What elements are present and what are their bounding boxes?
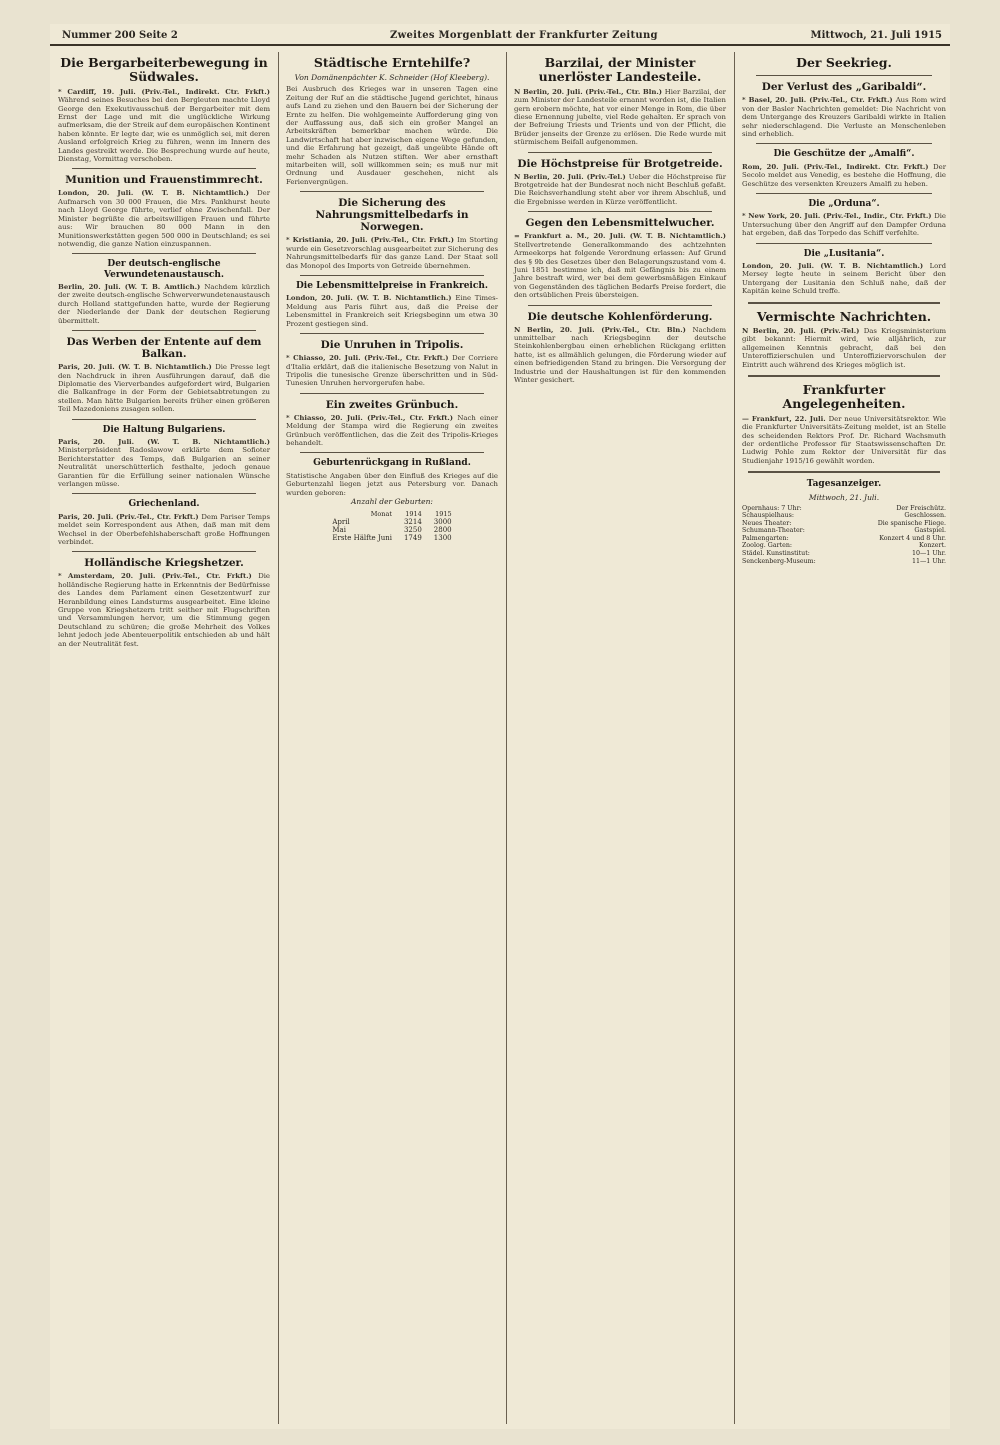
- article-body: [286, 236, 498, 270]
- article-body: [514, 88, 726, 147]
- dateline: * Amsterdam, 20. Juli. (Priv.-Tel., Ctr. Frkft.): [58, 572, 259, 581]
- article-text: Die holländische Regierung hatte in Erkenntnis der Bedürfnisse des Landes dem Parlament einen Gesetzentwurf zur Heranbildung eines Landsturms ausgearbeitet. Eine kleine Gruppe von Kriegshetzern tritt seither mit Flugschriften und Versammlungen hervor, um die Stimmung gegen Deutschland zu schüren; die große Mehrheit des Volkes lehnt jedoch jede Abenteuerpolitik entschieden ab und hält an der Neutralität fest.: [58, 572, 270, 648]
- article-divider: [300, 452, 484, 453]
- column-4: [738, 52, 950, 1424]
- table-row: [326, 526, 457, 534]
- article-headline: Die Sicherung des Nahrungsmittelbedarfs in Norwegen.: [315, 197, 469, 234]
- dateline: * Kristiania, 20. Juli. (Priv.-Tel., Ctr. Frkft.): [286, 236, 458, 245]
- dateline: Berlin, 20. Juli. (W. T. B. Amtlich.): [58, 283, 205, 291]
- tagesanzeiger: [742, 479, 946, 565]
- birth-table: [326, 510, 457, 542]
- article-text: Statistische Angaben über den Einfluß des Krieges auf die Geburtenzahl liegen jetzt aus Petersburg vor. Danach wurden geboren:: [286, 471, 498, 497]
- column-3: [510, 52, 730, 1424]
- article-body: [58, 88, 270, 164]
- article-divider: [300, 333, 484, 334]
- listing-venue: Schauspielhaus:: [742, 512, 794, 520]
- article-headline: Die Lebensmittelpreise in Frankreich.: [296, 281, 488, 292]
- article-headline: Die Geschütze der „Amalfi“.: [773, 149, 915, 160]
- article-divider: [72, 330, 256, 331]
- table-header-cell: Monat: [370, 509, 392, 518]
- article-text: Während seines Besuches bei den Bergleuten machte Lloyd George den Exekutivausschuß der Bergarbeiter mit dem Ernst der Lage und mit die unglückliche Wirkung aufmerksam, die der Streik auf dem europäischen Kontinent haben könnte. Er legte dar, wie es unmöglich sei, mit deren Ausland erfolgreich Krieg zu führen, wenn im Innern des Landes gestreikt werde. Die Besprechung wurde auf heute, Dienstag, Vormittag verschoben.: [58, 96, 270, 163]
- table-cell: April: [332, 517, 350, 526]
- article-divider: [748, 302, 940, 304]
- article-headline: Das Werben der Entente auf dem Balkan.: [66, 336, 262, 361]
- newspaper-page: [50, 24, 950, 1429]
- column-1: [54, 52, 274, 1424]
- article-body: [58, 283, 270, 325]
- article-headline: Ein zweites Grünbuch.: [325, 398, 459, 411]
- article-headline: Der Seekrieg.: [796, 55, 892, 70]
- listing-row: [742, 512, 946, 520]
- article-body: [514, 326, 726, 385]
- article-headline: Griechenland.: [128, 499, 200, 510]
- article-divider: [72, 419, 256, 420]
- column-rule: [506, 52, 507, 1424]
- article-divider: [72, 253, 256, 254]
- article-text: Im Storting wurde ein Gesetzvorschlag ausgearbeitet zur Sicherung des Nahrungsmittelbedarfs für das ganze Land. Der Staat soll das Monopol des Imports von Getreide übernehmen.: [286, 236, 498, 270]
- article-text: Nachdem unmittelbar nach Kriegsbeginn der deutsche Steinkohlenbergbau einen erheblichen Rückgang erlitten hatte, ist es allmählich gelungen, die Förderung wieder auf einen befriedigenden Stand zu bringen. Die Versorgung der Industrie und der Haushaltungen ist für den kommenden Winter gesichert.: [514, 325, 726, 385]
- newspaper-title: Zweites Morgenblatt der Frankfurter Zeitung: [390, 30, 658, 41]
- listing-row: [742, 527, 946, 535]
- dateline: N Berlin, 20. Juli. (Priv.-Tel.): [742, 326, 864, 335]
- article-text: Der neue Universitätsrektor. Wie die Frankfurter Universitäts-Zeitung meldet, ist an Stelle des scheidenden Rektors Prof. Dr. Richard Wachsmuth der ordentliche Professor für Staatswissenschaften Dr. Ludwig Pohle zum Rektor der Universität für das Studienjahr 1915/16 gewählt worden.: [742, 414, 946, 465]
- article-headline: Gegen den Lebensmittelwucher.: [525, 217, 715, 230]
- article-body: [58, 363, 270, 413]
- article-text: Nachdem kürzlich der zweite deutsch-englische Schwerverwundetenaustausch durch Holland stattgefunden hatte, wurde der Regierung der Niederlande der Dank der deutschen Regierung übermittelt.: [58, 283, 270, 325]
- listing-venue: Städel. Kunstinstitut:: [742, 550, 810, 558]
- table-header-cell: 1915: [435, 509, 452, 518]
- dateline: N Berlin, 20. Juli. (Priv.-Tel., Ctr. Bln.): [514, 325, 693, 334]
- article-text: Ueber die Höchstpreise für Brotgetreide hat der Bundesrat noch nicht Beschluß gefaßt. Die Reichsverhandlung steht aber vor ihrem Abschluß, und die Ergebnisse werden in Kürze veröffentlicht.: [514, 172, 727, 206]
- article-text: Aus Rom wird von der Basler Nachrichten gemeldet: Die Nachricht von dem Untergange des Kreuzers Garibaldi wirkte in Italien sehr niederschlagend. Die Verluste an Menschenleben sind erheblich.: [742, 96, 946, 139]
- article-divider: [748, 375, 940, 377]
- listing-row: [742, 550, 946, 558]
- article-body: [286, 472, 498, 497]
- dateline: Paris, 20. Juli. (W. T. B. Nichtamtlich.): [58, 363, 216, 372]
- article-body: [286, 354, 498, 388]
- article-headline: Die deutsche Kohlenförderung.: [527, 310, 713, 323]
- article-divider: [756, 193, 932, 194]
- listing-event: Der Freischütz.: [896, 504, 946, 512]
- article-body: [286, 294, 498, 328]
- article-headline: Die „Lusitania“.: [803, 248, 885, 259]
- article-headline: Die „Orduna“.: [808, 199, 880, 210]
- dateline: London, 20. Juli. (W. T. B. Nichtamtlich.): [742, 261, 930, 270]
- article-headline: Der Verlust des „Garibaldi“.: [761, 81, 927, 94]
- article-headline: Die Bergarbeiterbewegung in Südwales.: [60, 55, 268, 85]
- listing-event: 11—1 Uhr.: [912, 557, 946, 565]
- article-text: Eine Times-Meldung aus Paris führt aus, daß die Preise der Lebensmittel in Frankreich seit Kriegsbeginn um etwa 30 Prozent gestiegen sind.: [286, 294, 498, 328]
- article-body: [742, 327, 946, 369]
- issue-date: Mittwoch, 21. Juli 1915: [810, 30, 942, 41]
- article-headline: Die Unruhen in Tripolis.: [320, 339, 464, 352]
- listing-event: 10—1 Uhr.: [912, 550, 946, 558]
- article-divider: [756, 75, 932, 76]
- table-row: [326, 534, 457, 542]
- listing-venue: Senckenberg-Museum:: [742, 557, 816, 565]
- article-body: [58, 572, 270, 648]
- table-cell: 3000: [433, 517, 452, 526]
- dateline: N Berlin, 20. Juli. (Priv.-Tel.): [514, 172, 629, 181]
- article-body: [742, 262, 946, 296]
- listing-row: [742, 558, 946, 566]
- table-cell: 1300: [433, 533, 452, 542]
- article-text: Die Presse legt den Nachdruck in ihren Ausführungen darauf, daß die Diplomatie des Vierverbandes aufgefordert wird, Bulgarien die Balkanfrage in der Form der Gebietsabtretungen zu stellen. Man hätte Bulgarien bereits früher einen größeren Teil Mazedoniens zusagen sollen.: [58, 363, 270, 414]
- article-body: [58, 513, 270, 547]
- dateline: London, 20. Juli. (W. T. B. Nichtamtlich.): [286, 294, 456, 303]
- article-headline: Vermischte Nachrichten.: [756, 308, 932, 324]
- dateline: Paris, 20. Juli. (W. T. B. Nichtamtlich.): [58, 437, 270, 446]
- article-divider: [72, 168, 256, 169]
- tagesanzeiger-title: Tagesanzeiger.: [806, 479, 882, 490]
- dateline: London, 20. Juli. (W. T. B. Nichtamtlich.): [58, 189, 258, 198]
- article-divider: [528, 211, 712, 212]
- listing-event: Gastspiel.: [914, 527, 946, 535]
- table-caption: Anzahl der Geburten:: [351, 496, 433, 506]
- dateline: * New York, 20. Juli. (Priv.-Tel., Indir., Ctr. Frkft.): [742, 212, 935, 221]
- listing-venue: Zoolog. Garten:: [742, 542, 793, 550]
- table-cell: 1749: [403, 533, 422, 542]
- table-row: [326, 518, 457, 526]
- dateline: Rom, 20. Juli. (Priv.-Tel., Indirekt. Ctr. Frkft.): [742, 162, 934, 171]
- listing-venue: Opernhaus: 7 Uhr:: [742, 504, 802, 512]
- article-text: Bei Ausbruch des Krieges war in unseren Tagen eine Zeitung der Ruf an die städtische Jugend gerichtet, hinaus aufs Land zu ziehen und den Bauern bei der Sicherung der Ernte zu helfen. Die wohlgemeinte Aufforderung ging von der Auffassung aus, daß sich ein großer Mangel an Arbeitskräften bemerkbar machen würde. Die Landwirtschaft hat aber inzwischen eigene Wege gefunden, und die Erfahrung hat gezeigt, daß ungeübte Hände oft mehr Schaden als Nutzen stiften. Wer aber ernsthaft mitarbeiten will, soll willkommen sein; es muß nur mit Ordnung und Ausdauer geschehen, nicht als Ferienvergnügen.: [286, 85, 498, 186]
- article-text: Stellvertretende Generalkommando des achtzehnten Armeekorps hat folgende Verordnung erlassen: Auf Grund des § 9b des Gesetzes über den Belagerungszustand vom 4. Juni 1851 bestimme ich, daß mit Gefängnis bis zu einem Jahre bestraft wird, wer bei dem gewerbsmäßigen Einkauf von Gegenständen des täglichen Bedarfs Preise fordert, die den ortsüblichen Preis übersteigen.: [514, 240, 726, 300]
- article-text: Das Kriegsministerium gibt bekannt: Hiermit wird, wie alljährlich, zur allgemeinen Kenntnis gebracht, daß bei den Unteroffizierschulen und Unteroffiziervorschulen der Eintritt auch während des Krieges möglich ist.: [742, 326, 947, 369]
- article-divider: [756, 243, 932, 244]
- dateline: * Chiasso, 20. Juli. (Priv.-Tel., Ctr. Frkft.): [286, 413, 458, 422]
- article-headline: Frankfurter Angelegenheiten.: [782, 381, 906, 412]
- listing-row: [742, 535, 946, 543]
- column-2: [282, 52, 502, 1424]
- dateline: Paris, 20. Juli. (Priv.-Tel., Ctr. Frkft.): [58, 512, 202, 521]
- listing-event: Die spanische Fliege.: [877, 519, 946, 527]
- article-text: Dem Pariser Temps meldet sein Korrespondent aus Athen, daß man mit dem Wechsel in der Oberbefehlshaberschaft große Hoffnungen verbindet.: [58, 512, 270, 546]
- listing-event: Geschlossen.: [904, 512, 946, 520]
- listing-row: [742, 542, 946, 550]
- dateline: — Frankfurt, 22. Juli.: [742, 414, 829, 423]
- table-cell: Erste Hälfte Juni: [332, 533, 392, 542]
- table-cell: Mai: [332, 525, 346, 534]
- article-body: [742, 96, 946, 138]
- dateline: * Chiasso, 20. Juli. (Priv.-Tel., Ctr. Frkft.): [286, 354, 453, 363]
- article-headline: Die Haltung Bulgariens.: [102, 424, 226, 435]
- article-divider: [300, 275, 484, 276]
- article-body: [58, 438, 270, 488]
- article-text: Ministerpräsident Radoslawow erklärte dem Sofioter Berichterstatter des Temps, daß Bulgarien an seiner Neutralität unerschütterlich festhalte, jedoch genaue Garantien für die Erfüllung seiner nationalen Wünsche verlangen müsse.: [58, 446, 270, 488]
- article-headline: Munition und Frauenstimmrecht.: [65, 174, 263, 187]
- listing-venue: Palmengarten:: [742, 534, 789, 542]
- masthead: [50, 24, 950, 46]
- table-cell: 3250: [403, 525, 422, 534]
- article-byline: Von Domänenpächter K. Schneider (Hof Kleeberg).: [294, 73, 490, 83]
- column-rule: [734, 52, 735, 1424]
- article-text: Hier Barzilai, der zum Minister der Landesteile ernannt worden ist, die Italien gern erobern möchte, hat vor einer Menge in Rom, die über diese Ernennung jubelte, viel Rede gehalten. Er sprach von der Befreiung Triests und Trients und von der Pflicht, die Brüder jenseits der Grenze zu erlösen. Die Rede wurde mit stürmischem Beifall aufgenommen.: [514, 87, 726, 147]
- article-text: Der Corriere d'Italia erklärt, daß die italienische Besetzung von Nalut in Tripolis die tunesische Grenze überschritten und in Süd-Tunesien Unruhen hervorgerufen habe.: [286, 354, 498, 388]
- listing-row: [742, 520, 946, 528]
- table-cell: 3214: [403, 517, 422, 526]
- article-divider: [72, 493, 256, 494]
- listing-event: Konzert.: [919, 542, 946, 550]
- tagesanzeiger-date: Mittwoch, 21. Juli.: [808, 492, 880, 502]
- article-divider: [748, 471, 940, 473]
- article-headline: Die Höchstpreise für Brotgetreide.: [517, 157, 723, 170]
- article-headline: Holländische Kriegshetzer.: [84, 557, 244, 570]
- article-headline: Der deutsch-englische Verwundetenaustausch.: [103, 259, 225, 280]
- article-divider: [300, 393, 484, 394]
- article-divider: [72, 551, 256, 552]
- article-text: Lord Mersey legte heute in seinem Bericht über den Untergang der Lusitania den Schluß nahe, daß der Kapitän keine Schuld treffe.: [742, 261, 946, 296]
- listing-venue: Schumann-Theater:: [742, 527, 805, 535]
- article-body: [286, 414, 498, 448]
- dateline: = Frankfurt a. M., 20. Juli. (W. T. B. Nichtamtlich.): [514, 232, 726, 241]
- article-text: Der Secolo meldet aus Venedig, es bestehe die Hoffnung, die Geschütze des versenkten Kreuzers Amalfi zu heben.: [742, 162, 946, 188]
- dateline: N Berlin, 20. Juli. (Priv.-Tel., Ctr. Bln.): [514, 87, 665, 96]
- article-divider: [756, 143, 932, 144]
- issue-number: Nummer 200 Seite 2: [62, 30, 178, 41]
- article-divider: [528, 152, 712, 153]
- article-body: [286, 85, 498, 186]
- article-text: Die Untersuchung über den Angriff auf den Dampfer Orduna hat ergeben, daß das Torpedo das Schiff verfehlte.: [742, 212, 946, 238]
- article-divider: [300, 191, 484, 192]
- dateline: * Cardiff, 19. Juli. (Priv.-Tel., Indirekt. Ctr. Frkft.): [58, 87, 270, 96]
- dateline: * Basel, 20. Juli. (Priv.-Tel., Ctr. Frkft.): [742, 96, 896, 105]
- article-headline: Städtische Erntehilfe?: [313, 55, 471, 70]
- article-body: [514, 173, 726, 207]
- article-body: [742, 415, 946, 465]
- article-body: [742, 212, 946, 237]
- article-text: Nach einer Meldung der Stampa wird die Regierung ein zweites Grünbuch veröffentlichen, das die Zeit des Tripolis-Krieges behandelt.: [286, 413, 498, 447]
- article-headline: Geburtenrückgang in Rußland.: [313, 458, 471, 469]
- listing-row: [742, 505, 946, 513]
- article-body: [742, 163, 946, 188]
- article-body: [58, 189, 270, 248]
- listing-event: Konzert 4 und 8 Uhr.: [879, 534, 946, 542]
- article-divider: [528, 305, 712, 306]
- table-cell: 2800: [433, 525, 452, 534]
- article-headline: Barzilai, der Minister unerlöster Landesteile.: [538, 55, 702, 85]
- listing-venue: Neues Theater:: [742, 519, 792, 527]
- column-rule: [278, 52, 279, 1424]
- article-text: Der Aufmarsch von 30 000 Frauen, die Mrs. Pankhurst heute nach Lloyd George führte, verlief ohne Zwischenfall. Der Minister begrüßte die arbeitswilligen Frauen und führte aus: Wir brauchen 80 000 Mann in den Munitionswerkstätten gegen 500 000 in Deutschland; es sei notwendig, die ganze Nation einzuspannen.: [58, 189, 270, 248]
- article-body: [514, 232, 726, 299]
- table-header-cell: 1914: [405, 509, 422, 518]
